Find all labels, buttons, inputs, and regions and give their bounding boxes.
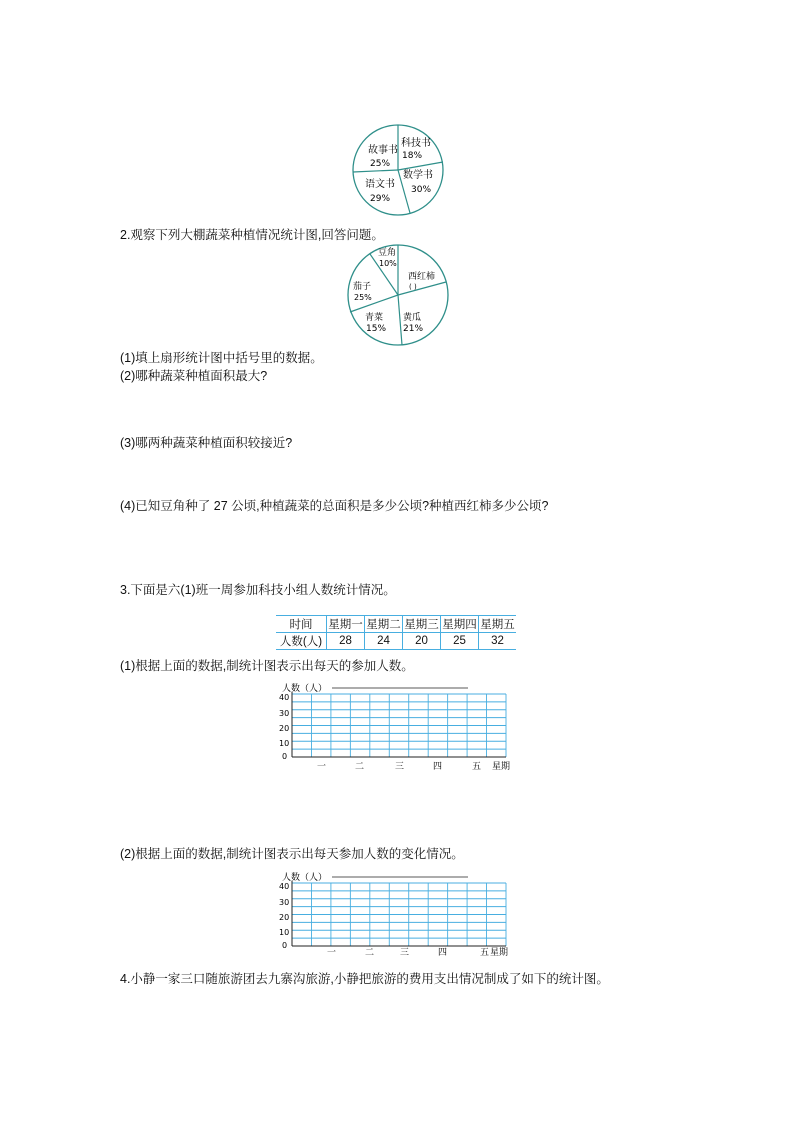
pie1-label-3: 语文书 <box>365 179 395 190</box>
pie2-pct-4: 25% <box>354 293 372 302</box>
table-cell: 星期二 <box>365 616 403 633</box>
pie2-label-1: 西红柿 <box>408 272 436 282</box>
grid1-ytick-10: 10 <box>279 739 290 748</box>
pie2-pct-0: 10% <box>379 259 397 268</box>
pie1-pct-0: 25% <box>370 159 391 169</box>
q2-sub2: (2)哪种蔬菜种植面积最大? <box>120 369 268 383</box>
table-cell: 星期一 <box>327 616 365 633</box>
table-cell: 24 <box>365 633 403 650</box>
pie1-label-0: 故事书 <box>368 145 398 156</box>
grid1-xlabel: 星期 <box>492 762 511 772</box>
table-header-row <box>276 616 516 633</box>
grid2-ytick-30: 30 <box>279 898 290 907</box>
grid2-ytick-20: 20 <box>279 913 290 922</box>
pie2-pct-2: 21% <box>403 324 424 334</box>
pie2-label-4: 茄子 <box>353 282 372 292</box>
q3-heading: 3.下面是六(1)班一周参加科技小组人数统计情况。 <box>120 583 396 597</box>
grid1-ylabel: 人数（人） <box>282 684 328 694</box>
grid1-xtick-5: 五 <box>472 762 482 772</box>
pie1-pct-2: 30% <box>411 185 432 195</box>
pie2-label-2: 黄瓜 <box>403 313 422 323</box>
table-row <box>276 633 516 650</box>
table-cell: 25 <box>441 633 479 650</box>
table-cell: 星期四 <box>441 616 479 633</box>
grid2-xlabel: 星期 <box>490 948 509 958</box>
pie2-pct-3: 15% <box>366 324 387 334</box>
grid2-xtick-2: 二 <box>365 948 375 958</box>
vegetable-pie-chart <box>345 242 451 348</box>
pie2-label-0: 豆角 <box>378 248 397 258</box>
q3-sub1: (1)根据上面的数据,制统计图表示出每天的参加人数。 <box>120 659 414 673</box>
grid1-xtick-4: 四 <box>433 762 443 772</box>
grid1-ytick-40: 40 <box>279 693 290 702</box>
grid2-xtick-1: 一 <box>327 948 337 958</box>
pie1-pct-1: 18% <box>402 151 423 161</box>
grid2-ylabel: 人数（人） <box>282 873 328 883</box>
q3-sub2: (2)根据上面的数据,制统计图表示出每天参加人数的变化情况。 <box>120 847 464 861</box>
grid2-ytick-40: 40 <box>279 882 290 891</box>
table-cell: 星期五 <box>479 616 517 633</box>
table-cell: 20 <box>403 633 441 650</box>
grid1-ytick-0: 0 <box>282 752 288 761</box>
grid2-ytick-0: 0 <box>282 941 288 950</box>
q2-heading: 2.观察下列大棚蔬菜种植情况统计图,回答问题。 <box>120 228 384 242</box>
blank-grid-2 <box>270 867 520 962</box>
grid2-xtick-4: 四 <box>438 948 448 958</box>
attendance-table <box>276 615 516 650</box>
pie2-pct-1: ( ) <box>409 283 417 291</box>
pie1-label-1: 科技书 <box>401 138 431 149</box>
q2-sub4: (4)已知豆角种了 27 公顷,种植蔬菜的总面积是多少公顷?种植西红柿多少公顷? <box>120 499 549 513</box>
pie1-pct-3: 29% <box>370 194 391 204</box>
table-cell: 32 <box>479 633 517 650</box>
table-cell: 星期三 <box>403 616 441 633</box>
grid1-ytick-20: 20 <box>279 724 290 733</box>
grid1-ytick-30: 30 <box>279 709 290 718</box>
blank-grid-1 <box>270 678 520 773</box>
grid2-lines <box>292 881 506 946</box>
pie1-label-2: 数学书 <box>403 170 433 181</box>
grid2-xtick-5: 五 <box>480 948 490 958</box>
grid1-xtick-3: 三 <box>395 762 405 772</box>
grid1-xtick-2: 二 <box>355 762 365 772</box>
book-pie-chart <box>350 122 446 218</box>
table-cell: 28 <box>327 633 365 650</box>
pie2-label-3: 青菜 <box>365 313 384 323</box>
q2-sub3: (3)哪两种蔬菜种植面积较接近? <box>120 436 293 450</box>
q4-heading: 4.小静一家三口随旅游团去九寨沟旅游,小静把旅游的费用支出情况制成了如下的统计图。 <box>120 972 609 986</box>
grid1-xtick-1: 一 <box>317 762 327 772</box>
table-cell: 时间 <box>276 616 327 633</box>
grid2-ytick-10: 10 <box>279 928 290 937</box>
grid2-xtick-3: 三 <box>400 948 410 958</box>
q2-sub1: (1)填上扇形统计图中括号里的数据。 <box>120 351 323 365</box>
table-cell: 人数(人) <box>276 633 327 650</box>
grid1-lines <box>292 692 506 757</box>
